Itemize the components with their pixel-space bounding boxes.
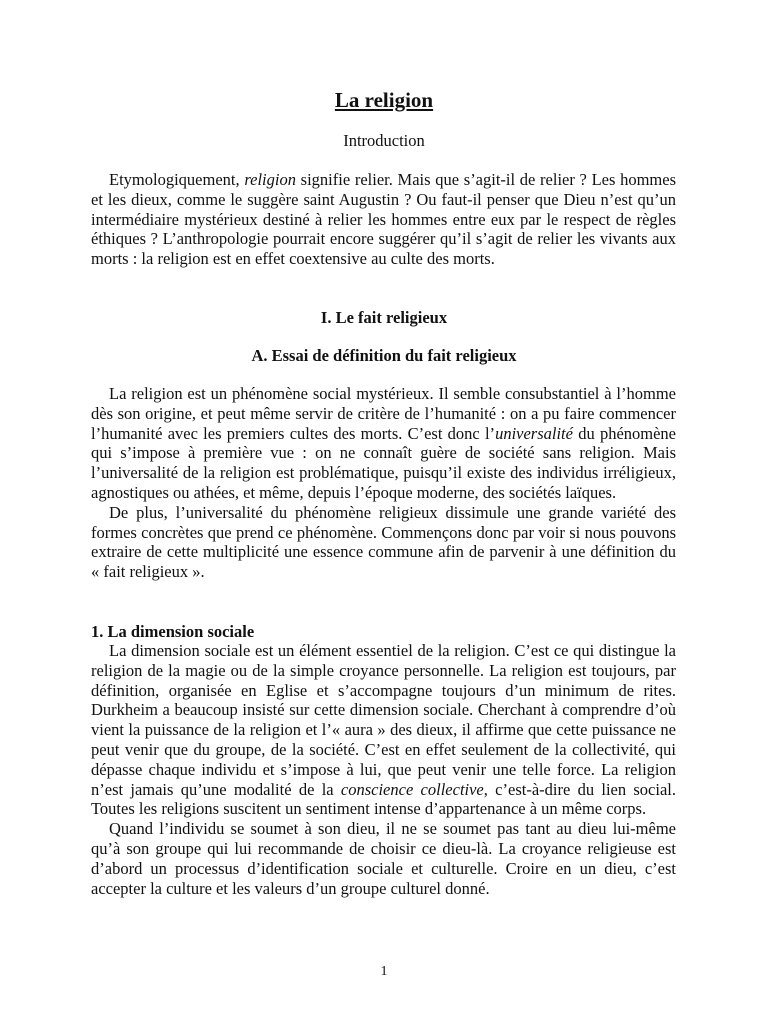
intro-text-start: Etymologiquement, [109,170,245,189]
section-1-text-end: , c’est-à-dire du lien social. Toutes les religions suscitent un sentiment intense d’appartenance à un même corps. [91,779,676,819]
section-a-paragraph-2: De plus, l’universalité du phénomène religieux dissimule une grande variété des formes concrètes que prend ce phénomène. Commençons donc par voir si nous pouvons extraire de cette multiplicité une essence commune afin de parvenir à une définition du « fait religieux ». [91,502,676,582]
page-number: 1 [380,964,388,979]
intro-text-end: signifie relier. Mais que s’agit-il de relier ? Les hommes et les dieux, comme le suggère saint Augustin ? Ou faut-il penser que Dieu n’est qu’un intermédiaire mystérieux destiné à relier les hommes entre eux par le respect de règles éthiques ? L’anthropologie pourrait encore suggérer qu’il s’agit de relier les vivants aux morts : la religion est en effet coextensive au culte des morts. [91,170,677,269]
section-1-paragraph-1 [91,641,676,819]
section-a-paragraph-1 [91,384,676,503]
section-1-heading: I. Le fait religieux [320,308,448,327]
intro-text-italic: religion [244,170,296,189]
subsection-1-heading: 1. La dimension sociale [91,622,255,641]
section-a-text-end: du phénomène qui s’impose à première vue : on ne connaît guère de société sans religion. Mais l’universalité de la religion est problématique, puisqu’il existe des individus irréligieux, agnostiques ou athées, et même, depuis l’époque moderne, des sociétés laïques. [91,423,676,502]
subsection-a-heading: A. Essai de définition du fait religieux [251,346,517,365]
section-1-text-start: La dimension sociale est un élément essentiel de la religion. C’est ce qui distingue la religion de la magie ou de la simple croyance personnelle. La religion est toujours, par définition, organisée en Eglise et s’accompagne toujours d’un minimum de rites. Durkheim a beaucoup insisté sur cette dimension sociale. Cherchant à comprendre d’où vient la puissance de la religion et l’« aura » des dieux, il affirme que cette puissance ne peut venir que du groupe, de la société. C’est en effet seulement de la collectivité, qui dépasse chaque individu et s’impose à lui, que peut venir une telle force. La religion n’est jamais qu’une modalité de la [91,641,676,799]
document-title: La religion [334,88,434,112]
section-a-text-start: La religion est un phénomène social mystérieux. Il semble consubstantiel à l’homme dès son origine, et peut même servir de critère de l’humanité : on a pu faire commencer l’humanité avec les premiers cultes des morts. C’est donc l’ [91,384,676,443]
intro-paragraph [91,170,676,269]
section-1-paragraph-2: Quand l’individu se soumet à son dieu, il ne se soumet pas tant au dieu lui-même qu’à son groupe qui lui recommande de choisir ce dieu-là. La croyance religieuse est d’abord un processus d’identification sociale et culturelle. Croire en un dieu, c’est accepter la culture et les valeurs d’un groupe culturel donné. [91,819,676,898]
section-1-block [91,641,676,898]
section-1-text-italic: conscience collective [340,779,484,799]
introduction-heading: Introduction [343,131,425,150]
section-a-text-italic: universalité [495,423,573,443]
intro-block [91,170,676,269]
section-a-block [91,384,676,582]
